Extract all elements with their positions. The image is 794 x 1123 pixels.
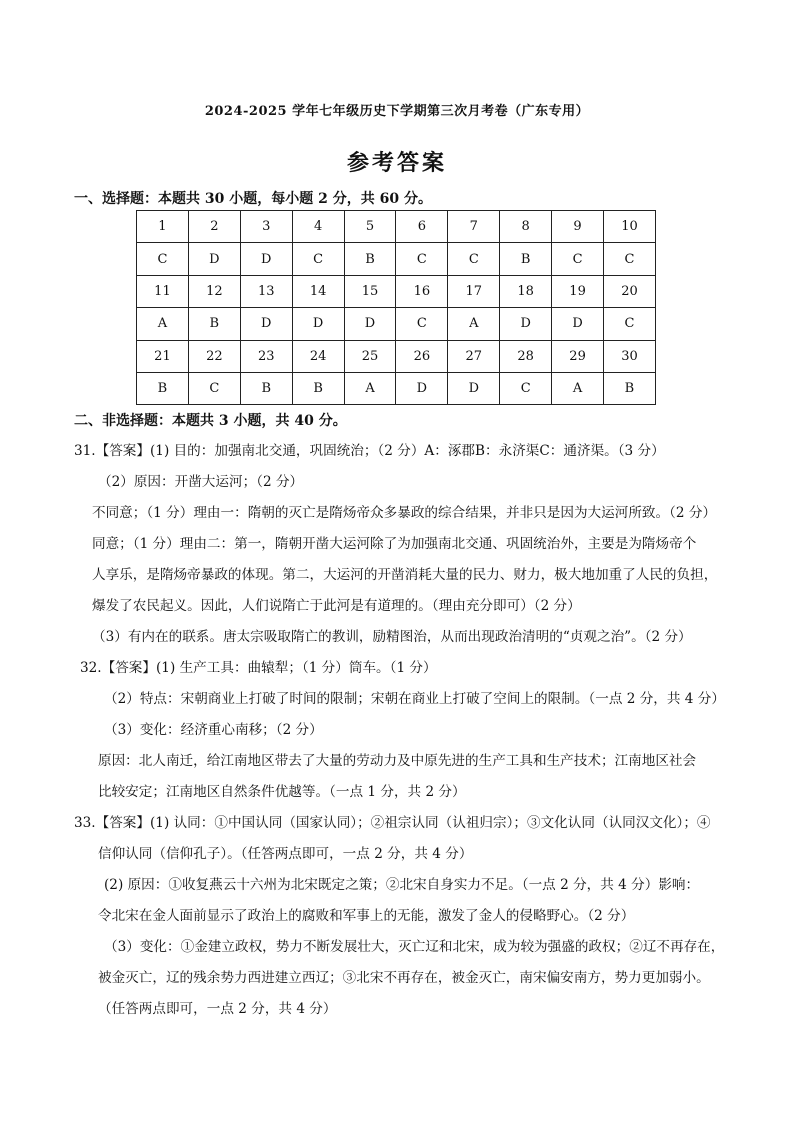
- answer-cell: D: [292, 308, 344, 340]
- section1-heading: 一、选择题：本题共 30 小题，每小题 2 分，共 60 分。: [74, 191, 432, 207]
- question-number-cell: 26: [396, 340, 448, 372]
- answer-cell: C: [292, 243, 344, 275]
- answer-cell: B: [137, 372, 189, 404]
- answer-cell: B: [240, 372, 292, 404]
- q31-line: 爆发了农民起义。因此，人们说隋亡于此河是有道理的。（理由充分即可）（2 分）: [92, 598, 581, 614]
- answer-cell: A: [137, 308, 189, 340]
- answer-cell: D: [344, 308, 396, 340]
- q33-line: （任答两点即可，一点 2 分，共 4 分）: [98, 1001, 337, 1017]
- question-number-cell: 2: [188, 211, 240, 243]
- answer-cell: D: [240, 243, 292, 275]
- question-number-row: [137, 340, 656, 372]
- q31-line: 31.【答案】(1) 目的：加强南北交通，巩固统治；（2 分）A：涿郡B：永济渠C：通济渠。（3 分）: [74, 443, 665, 459]
- question-number-cell: 1: [137, 211, 189, 243]
- answer-cell: B: [188, 308, 240, 340]
- question-number-cell: 5: [344, 211, 396, 243]
- question-number-cell: 28: [500, 340, 552, 372]
- answer-cell: C: [552, 243, 604, 275]
- question-number-cell: 24: [292, 340, 344, 372]
- section2-heading: 二、非选择题：本题共 3 小题，共 40 分。: [74, 413, 347, 429]
- answer-cell: C: [188, 372, 240, 404]
- question-number-cell: 17: [448, 275, 500, 307]
- q32-line: 比较安定；江南地区自然条件优越等。（一点 1 分，共 2 分）: [98, 784, 466, 800]
- q31-line: 不同意；（1 分）理由一：隋朝的灭亡是隋炀帝众多暴政的综合结果，并非只是因为大运河所致。（2 分）: [92, 505, 717, 521]
- answer-cell: C: [396, 308, 448, 340]
- answer-cell: C: [604, 308, 656, 340]
- q33-line: （3）变化：①金建立政权，势力不断发展壮大，灭亡辽和北宋，成为较为强盛的政权；②辽不再存在，: [104, 939, 725, 955]
- question-number-cell: 9: [552, 211, 604, 243]
- question-number-cell: 6: [396, 211, 448, 243]
- q32-line: （3）变化：经济重心南移；（2 分）: [104, 722, 323, 738]
- answer-cell: D: [448, 372, 500, 404]
- answer-cell: C: [448, 243, 500, 275]
- question-number-cell: 23: [240, 340, 292, 372]
- page-subtitle: 参考答案: [346, 150, 447, 176]
- answer-cell: B: [344, 243, 396, 275]
- question-number-cell: 19: [552, 275, 604, 307]
- q31-line: 同意；（1 分）理由二：第一，隋朝开凿大运河除了为加强南北交通、巩固统治外，主要是为隋炀帝个: [92, 536, 697, 552]
- q33-line: 33.【答案】(1) 认同：①中国认同（国家认同）；②祖宗认同（认祖归宗）；③文化认同（认同汉文化）；④: [74, 815, 711, 831]
- q33-line: (2) 原因：①收复燕云十六州为北宋既定之策；②北宋自身实力不足。（一点 2 分，共 4 分）影响：: [104, 877, 700, 893]
- answer-cell: D: [188, 243, 240, 275]
- answer-cell: C: [500, 372, 552, 404]
- question-number-cell: 4: [292, 211, 344, 243]
- answer-cell: B: [500, 243, 552, 275]
- q31-line: 人享乐，是隋炀帝暴政的体现。第二，大运河的开凿消耗大量的民力、财力，极大地加重了人民的负担，: [92, 567, 718, 583]
- answer-table: [136, 210, 656, 405]
- answer-cell: C: [604, 243, 656, 275]
- question-number-cell: 3: [240, 211, 292, 243]
- question-number-cell: 12: [188, 275, 240, 307]
- q33-line: 令北宋在金人面前显示了政治上的腐败和军事上的无能，激发了金人的侵略野心。（2 分）: [98, 908, 635, 924]
- question-number-cell: 14: [292, 275, 344, 307]
- answer-cell: C: [137, 243, 189, 275]
- answer-row: [137, 243, 656, 275]
- answer-row: [137, 308, 656, 340]
- page-title: 2024-2025 学年七年级历史下学期第三次月考卷（广东专用）: [204, 104, 590, 119]
- question-number-cell: 10: [604, 211, 656, 243]
- answer-cell: A: [344, 372, 396, 404]
- question-number-cell: 13: [240, 275, 292, 307]
- q33-line: 信仰认同（信仰孔子）。（任答两点即可，一点 2 分，共 4 分）: [98, 846, 473, 862]
- question-number-cell: 22: [188, 340, 240, 372]
- answer-cell: C: [396, 243, 448, 275]
- answer-cell: B: [604, 372, 656, 404]
- question-number-cell: 16: [396, 275, 448, 307]
- answer-cell: B: [292, 372, 344, 404]
- q31-line: （2）原因：开凿大运河；（2 分）: [98, 474, 304, 490]
- answer-cell: D: [552, 308, 604, 340]
- q32-line: 32.【答案】(1) 生产工具：曲辕犁；（1 分）筒车。（1 分）: [80, 660, 437, 676]
- question-number-cell: 21: [137, 340, 189, 372]
- answer-cell: A: [448, 308, 500, 340]
- answer-cell: D: [500, 308, 552, 340]
- q33-line: 被金灭亡，辽的残余势力西进建立西辽；③北宋不再存在，被金灭亡，南宋偏安南方，势力更加弱小。: [98, 970, 710, 986]
- question-number-row: [137, 211, 656, 243]
- answer-cell: A: [552, 372, 604, 404]
- question-number-cell: 11: [137, 275, 189, 307]
- q31-line: （3）有内在的联系。唐太宗吸取隋亡的教训，励精图治，从而出现政治清明的“贞观之治”。（2 分）: [92, 629, 692, 645]
- q32-line: 原因：北人南迁，给江南地区带去了大量的劳动力及中原先进的生产工具和生产技术；江南地区社会: [98, 753, 697, 769]
- q32-line: （2）特点：宋朝商业上打破了时间的限制；宋朝在商业上打破了空间上的限制。（一点 2 分，共 4 分）: [104, 691, 725, 707]
- question-number-cell: 8: [500, 211, 552, 243]
- question-number-cell: 7: [448, 211, 500, 243]
- question-number-cell: 20: [604, 275, 656, 307]
- question-number-row: [137, 275, 656, 307]
- question-number-cell: 25: [344, 340, 396, 372]
- question-number-cell: 15: [344, 275, 396, 307]
- answer-row: [137, 372, 656, 404]
- answer-cell: D: [240, 308, 292, 340]
- question-number-cell: 18: [500, 275, 552, 307]
- question-number-cell: 27: [448, 340, 500, 372]
- question-number-cell: 29: [552, 340, 604, 372]
- answer-cell: D: [396, 372, 448, 404]
- question-number-cell: 30: [604, 340, 656, 372]
